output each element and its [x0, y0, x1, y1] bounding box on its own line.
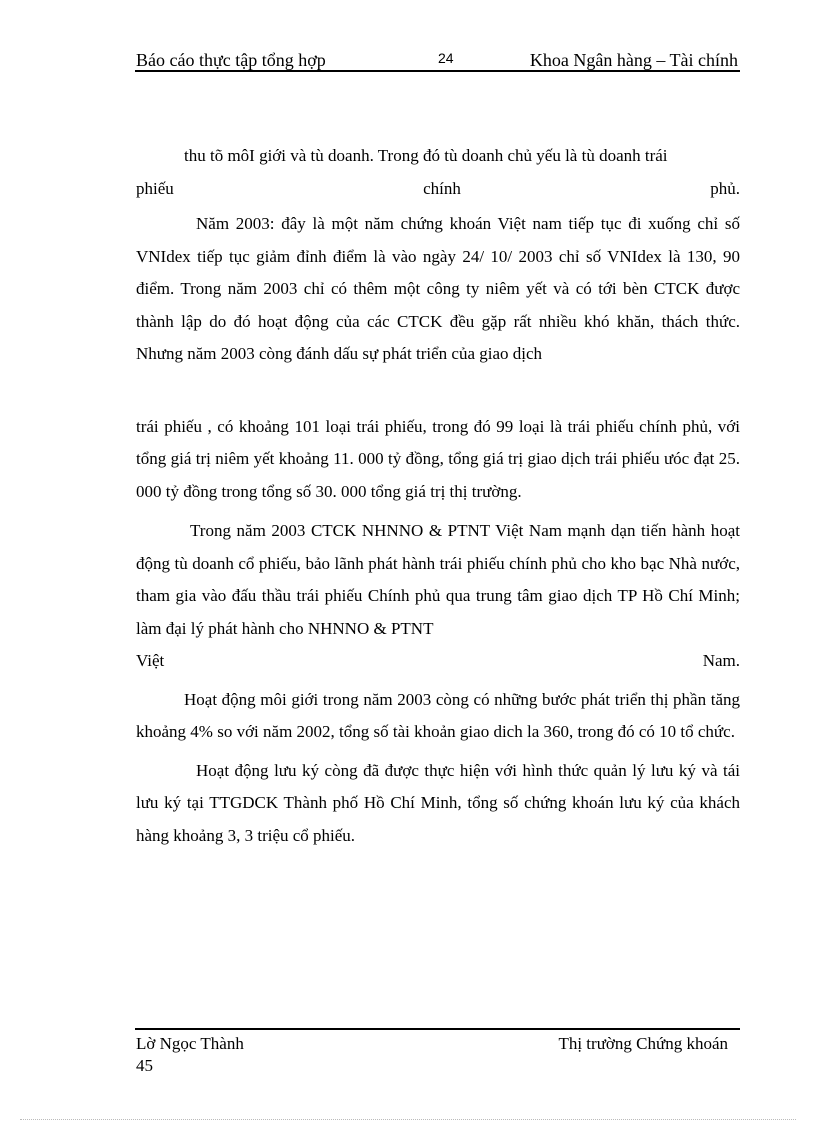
header-page-number: 24 [438, 50, 454, 66]
paragraph-3: trái phiếu , có khoảng 101 loại trái phiếu, trong đó 99 loại là trái phiếu chính phủ, với tổng giá trị niêm yết khoảng 11. 000 tỷ đồng, tổng giá trị giao dịch trái phiếu ưóc đạt 25. 000 tỷ đồng trong tổng số 30. 000 tổng giá trị thị trường. [136, 416, 740, 501]
footer-author: Lờ Ngọc Thành [136, 1034, 244, 1053]
paragraph-1-line-1: thu tõ môI giới và tù doanh. Trong đó tù doanh chủ yếu là tù doanh trái [184, 146, 668, 165]
paragraph-4: Trong năm 2003 CTCK NHNNO & PTNT Việt Nam mạnh dạn tiến hành hoạt động tù doanh cổ phiếu, bảo lãnh phát hành trái phiếu chính phủ cho kho bạc Nhà nước, tham gia vào đấu thầu trái phiếu Chính phủ qua trung tâm giao dịch TP Hồ Chí Minh; làm đại lý phát hành cho NHNNO & PTNT [136, 521, 740, 638]
paragraph-4-end: Việt Nam. [136, 651, 740, 670]
header-report-title: Báo cáo thực tập tổng hợp [136, 50, 326, 70]
paragraph-2: Năm 2003: đây là một năm chứng khoán Việt nam tiếp tục đi xuống chỉ số VNIdex tiếp tục giảm đỉnh điểm là vào ngày 24/ 10/ 2003 chỉ số VNIdex là 130, 90 điểm. Trong năm 2003 chỉ có thêm một công ty niêm yết và có tới bèn CTCK được thành lập do đó hoạt động của các CTCK đều gặp rất nhiều khó khăn, thách thức. Nhưng năm 2003 còng đánh dấu sự phát triển của giao dịch [136, 214, 740, 363]
page-edge-dots [20, 1119, 796, 1120]
document-body [136, 140, 740, 852]
header-rule [135, 70, 740, 72]
paragraph-5: Hoạt động môi giới trong năm 2003 còng có những bước phát triển thị phần tăng khoảng 4% so với năm 2002, tổng số tài khoản giao dich la 360, trong đó có 10 tổ chức. [136, 689, 740, 741]
footer-rule [135, 1028, 740, 1030]
paragraph-1-line-2: phiếu chính phủ. [136, 178, 740, 198]
footer-subject: Thị trường Chứng khoán [558, 1034, 728, 1053]
header-department: Khoa Ngân hàng – Tài chính [529, 50, 738, 70]
footer-number: 45 [136, 1056, 153, 1075]
paragraph-6: Hoạt động lưu ký còng đã được thực hiện với hình thức quản lý lưu ký và tái lưu ký tại TTGDCK Thành phố Hồ Chí Minh, tổng số chứng khoán lưu ký của khách hàng khoảng 3, 3 triệu cổ phiếu. [136, 760, 740, 845]
